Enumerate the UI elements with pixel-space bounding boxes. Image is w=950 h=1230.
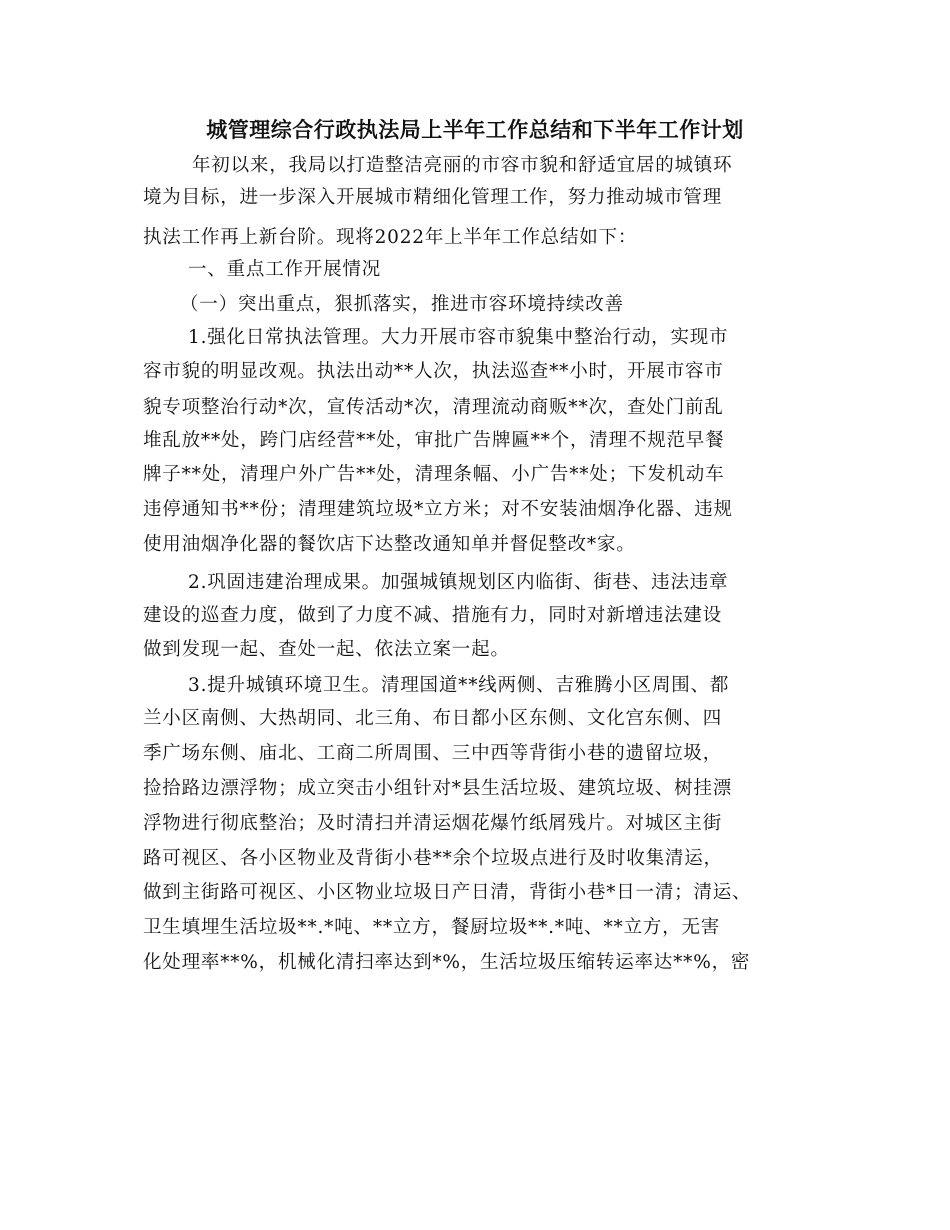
paragraph-line: 使用油烟净化器的餐饮店下达整改通知单并督促整改*家。 — [143, 534, 636, 555]
paragraph-line: 路可视区、各小区物业及背街小巷**余个垃圾点进行及时收集清运， — [143, 848, 723, 869]
paragraph-line: 违停通知书**份；清理建筑垃圾*立方米；对不安装油烟净化器、违规 — [143, 499, 733, 520]
document-title: 城管理综合行政执法局上半年工作总结和下半年工作计划 — [206, 117, 744, 142]
paragraph-line: 执法工作再上新台阶。现将2022年上半年工作总结如下： — [143, 227, 638, 248]
paragraph-line: 季广场东侧、庙北、工商二所周围、三中西等背街小巷的遗留垃圾， — [143, 743, 723, 764]
paragraph-line: 境为目标，进一步深入开展城市精细化管理工作，努力推动城市管理 — [143, 187, 723, 208]
paragraph-line: 做到主街路可视区、小区物业垃圾日产日清，背街小巷*日一清；清运、 — [143, 882, 752, 903]
paragraph-line: 牌子**处，清理户外广告**处，清理条幅、小广告**处；下发机动车 — [143, 464, 725, 485]
section-heading: 一、重点工作开展情况 — [188, 259, 382, 280]
paragraph-line: 貌专项整治行动*次，宣传活动*次，清理流动商贩**次，查处门前乱 — [143, 397, 724, 418]
paragraph-line: 建设的巡查力度，做到了力度不减、措施有力，同时对新增违法建设 — [143, 605, 723, 626]
paragraph-line: 3.提升城镇环境卫生。清理国道**线两侧、吉雅腾小区周围、都 — [188, 675, 730, 696]
paragraph-line: 捡拾路边漂浮物；成立突击小组针对*县生活垃圾、建筑垃圾、树挂漂 — [143, 778, 733, 799]
paragraph-line: 2.巩固违建治理成果。加强城镇规划区内临街、街巷、违法违章 — [188, 572, 729, 593]
paragraph-line: 浮物进行彻底整治；及时清扫并清运烟花爆竹纸屑残片。对城区主街 — [143, 813, 723, 834]
paragraph-line: 堆乱放**处，跨门店经营**处，审批广告牌匾**个，清理不规范早餐 — [143, 430, 725, 451]
paragraph-line: 化处理率**%，机械化清扫率达到*%，生活垃圾压缩转运率达**%，密 — [143, 952, 751, 973]
paragraph-line: 做到发现一起、查处一起、依法立案一起。 — [143, 639, 510, 660]
paragraph-line: 1.强化日常执法管理。大力开展市容市貌集中整治行动，实现市 — [188, 327, 729, 348]
paragraph-line: 容市貌的明显改观。执法出动**人次，执法巡查**小时，开展市容市 — [143, 361, 724, 382]
subsection-heading: （一）突出重点，狠抓落实，推进市容环境持续改善 — [180, 294, 624, 315]
paragraph-line: 兰小区南侧、大热胡同、北三角、布日都小区东侧、文化宫东侧、四 — [143, 708, 723, 729]
paragraph-line: 年初以来，我局以打造整洁亮丽的市容市貌和舒适宜居的城镇环 — [192, 155, 733, 176]
paragraph-line: 卫生填埋生活垃圾**.*吨、**立方，餐厨垃圾**.*吨、**立方，无害 — [143, 917, 721, 938]
